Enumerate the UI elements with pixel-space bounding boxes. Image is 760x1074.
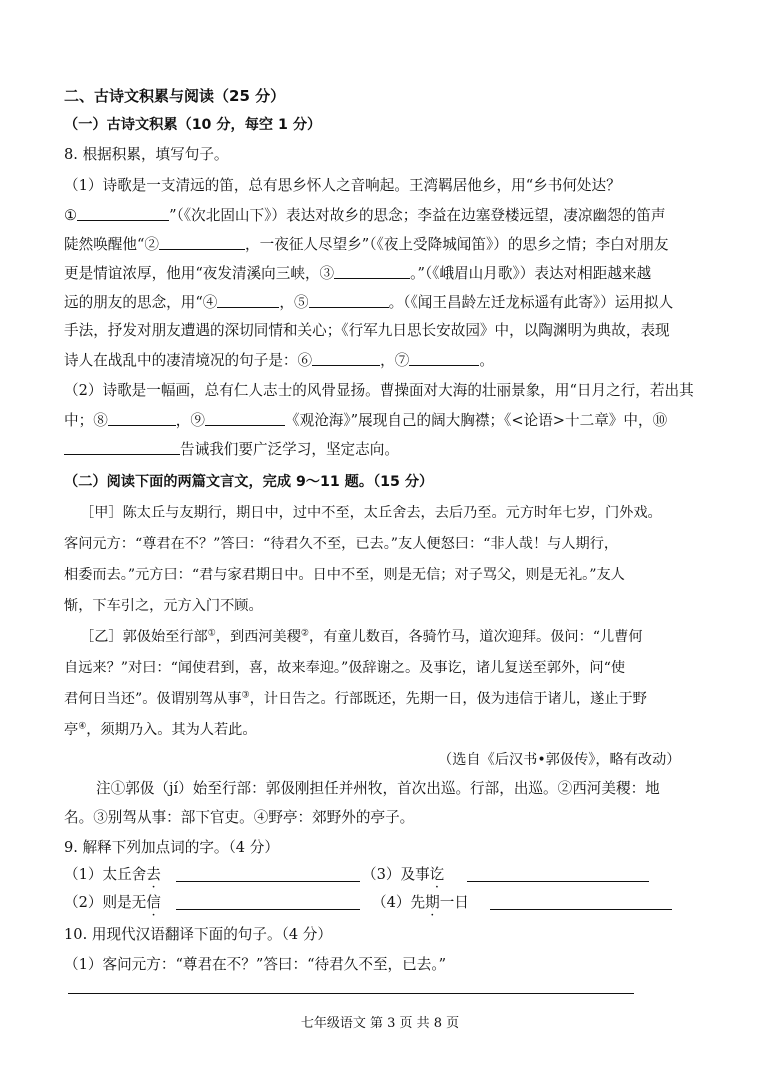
answer-line-q9-2[interactable] [176, 909, 360, 910]
section-title: 二、古诗文积累与阅读（25 分） [64, 87, 286, 105]
q10-item-1: （1）客问元方：“尊君在不？”答曰：“待君久不至，已去。” [64, 956, 447, 973]
passage-yi-line2: 自远来？”对曰：“闻使君到，喜，故来奉迎。”伋辞谢之。及事讫，诸儿复送至郭外，问“使 [64, 660, 626, 676]
passage-yi-line3-b: ，计日告之。行部既还，先期一日，伋为违信于诸儿，遂止于野 [249, 691, 647, 707]
answer-blank-1[interactable] [77, 205, 169, 221]
answer-blank-5[interactable] [309, 292, 389, 308]
q8-p2-line2-text-c: 《观沧海》”展现自己的阔大胸襟；《<论语>十二章》中，⑩ [285, 412, 668, 429]
q8-p1-line4 [64, 263, 651, 284]
answer-blank-8[interactable] [108, 410, 176, 426]
passage-jia-line3: 相委而去。”元方曰：“君与家君期日中。日中不至，则是无信；对子骂父，则是无礼。”友人 [64, 567, 625, 583]
q8-p1-line5-text-c: 。（《闻王昌龄左迁龙标遥有此寄》）运用拟人 [388, 294, 674, 311]
answer-blank-7[interactable] [409, 350, 479, 366]
q8-p1-line5 [64, 292, 673, 313]
q8-p1-line4-text-a: 更是情谊浓厚，他用“夜发清溪向三峡，③ [64, 265, 335, 282]
answer-line-q9-3[interactable] [467, 881, 649, 882]
q8-p1-line5-text-a: 远的朋友的思念，用“④ [64, 294, 218, 311]
q8-p1-line5-text-b: ，⑤ [279, 294, 309, 311]
passage-jia-line4: 惭，下车引之，元方入门不顾。 [64, 598, 263, 614]
footnote-marker-3: ③ [241, 690, 250, 701]
footnote-marker-4: ④ [78, 721, 87, 732]
notes-line2: 名。③别驾从事：部下官吏。④野亭：郊野外的亭子。 [64, 809, 415, 826]
q8-p2-line2-text-b: ，⑨ [175, 412, 205, 429]
subsection-title-classical: （二）阅读下面的两篇文言文，完成 9～11 题。（15 分） [64, 474, 434, 490]
question-8-stem: 8. 根据积累，填写句子。 [64, 146, 229, 163]
passage-yi-line4 [64, 720, 257, 740]
q8-p1-line3 [64, 234, 668, 255]
passage-yi-line4-a: 亭 [64, 722, 79, 738]
footnote-marker-2: ② [300, 628, 309, 639]
q8-p1-line2 [64, 205, 665, 226]
passage-yi-line3 [64, 689, 647, 709]
answer-blank-6[interactable] [312, 350, 380, 366]
question-10-stem: 10. 用现代汉语翻译下面的句子。（4 分） [64, 926, 332, 943]
answer-line-q9-1[interactable] [176, 881, 360, 882]
q8-p1-line6: 手法，抒发对朋友遭遇的深切同情和关心；《行军九日思长安故园》中，以陶渊明为典故，表现 [64, 322, 670, 339]
q8-p2-line2 [64, 410, 667, 431]
footnote-marker-1: ① [207, 628, 216, 639]
passage-yi-line1-b: ，到西河美稷 [215, 629, 301, 645]
passage-yi-line4-b: ，须期乃入。其为人若此。 [86, 722, 257, 738]
q9-item-4-label: （4）先 [372, 894, 426, 911]
passage-yi-line1-c: ，有童儿数百，各骑竹马，道次迎拜。伋问：“儿曹何 [309, 629, 643, 645]
q8-p2-line2-text-a: 中；⑧ [64, 412, 108, 429]
dotted-char-qu: 去 [146, 866, 161, 883]
q9-item-3-label: （3）及事 [362, 866, 430, 883]
q9-item-1-label: （1）太丘舍 [64, 866, 147, 883]
q8-p1-line7 [64, 350, 494, 371]
q8-p1-line3-text-b: ，一夜征人尽望乡”（《夜上受降城闻笛》）的思乡之情；李白对朋友 [245, 236, 669, 253]
answer-line-q10-1[interactable] [68, 993, 634, 994]
answer-blank-2[interactable] [159, 234, 245, 250]
q8-p1-line2-text: ”（《次北固山下》）表达对故乡的思念；李益在边塞登楼远望，凄凉幽怨的笛声 [169, 207, 666, 224]
q8-p1-line7-text-b: ，⑦ [380, 352, 410, 369]
q9-item-4 [372, 893, 469, 913]
dotted-char-qi: 讫 [429, 866, 445, 883]
q8-p1-line4-text-b: 。”（《峨眉山月歌》）表达对相距越来越 [410, 265, 652, 282]
question-9-stem: 9. 解释下列加点词的字。（4 分） [64, 839, 279, 856]
passage-yi-line3-a: 君何日当还”。伋谓别驾从事 [64, 691, 242, 707]
q9-item-2-label: （2）则是无 [64, 894, 147, 911]
q8-p2-line1: （2）诗歌是一幅画，总有仁人志士的风骨显扬。曹操面对大海的壮丽景象，用“日月之行，若出其 [64, 382, 694, 399]
passage-jia-line2: 客问元方：“尊君在不？”答曰：“待君久不至，已去。”友人便怒曰：“非人哉！与人期行， [64, 536, 619, 552]
notes-line1: 注①郭伋（jí）始至行部：郭伋刚担任并州牧，首次出巡。行部，出巡。②西河美稷：地 [96, 780, 660, 797]
q8-p1-line1: （1）诗歌是一支清远的笛，总有思乡怀人之音响起。王湾羁居他乡，用“乡书何处达？ [64, 177, 621, 194]
answer-blank-10[interactable] [64, 439, 180, 455]
answer-blank-3[interactable] [334, 263, 410, 279]
answer-line-q9-4[interactable] [490, 909, 672, 910]
blank-label-1: ① [64, 207, 78, 224]
passage-yi-line1 [80, 627, 643, 647]
passage-source: （选自《后汉书•郭伋传》，略有改动） [438, 752, 681, 768]
q8-p1-line7-text-c: 。 [479, 352, 494, 369]
q9-item-2 [64, 893, 161, 913]
q8-p2-line3-text: 告诫我们要广泛学习，坚定志向。 [180, 441, 399, 458]
passage-jia-line1: ［甲］陈太丘与友期行，期日中，过中不至，太丘舍去，去后乃至。元方时年七岁，门外戏。 [80, 505, 662, 521]
subsection-title-poetry: （一）古诗文积累（10 分，每空 1 分） [64, 117, 322, 133]
q9-item-4-rest: 一日 [439, 894, 469, 911]
q9-item-1 [64, 865, 161, 885]
q8-p2-line3 [64, 439, 399, 460]
answer-blank-4[interactable] [217, 292, 279, 308]
answer-blank-9[interactable] [205, 410, 285, 426]
dotted-char-qi-period: 期 [425, 894, 440, 911]
q8-p1-line3-text-a: 陡然唤醒他“② [64, 236, 160, 253]
dotted-char-xin: 信 [146, 894, 161, 911]
page-footer: 七年级语文 第 3 页 共 8 页 [300, 1016, 460, 1031]
passage-yi-line1-a: ［乙］郭伋始至行部 [80, 629, 208, 645]
q9-item-3 [362, 865, 444, 885]
q8-p1-line7-text-a: 诗人在战乱中的凄清境况的句子是：⑥ [64, 352, 313, 369]
